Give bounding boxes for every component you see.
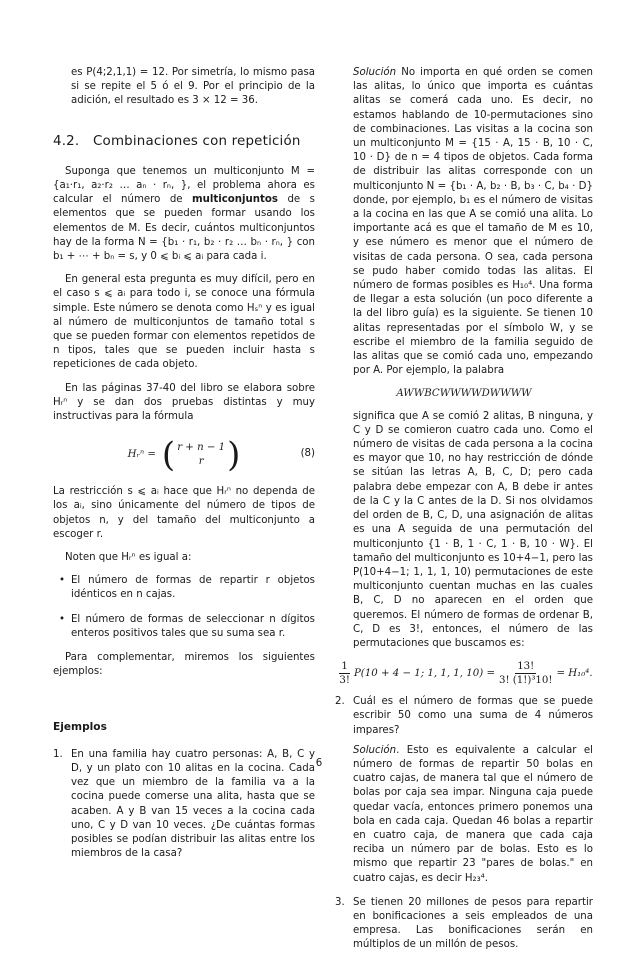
section-heading — [53, 135, 315, 149]
p1-bold: multiconjuntos — [192, 194, 278, 206]
paragraph-complement: Para complementar, miremos los siguientes ejemplos: — [53, 652, 315, 678]
right-paren: ) — [227, 435, 241, 476]
paragraph-general-case: En general esta pregunta es muy difícil, pero en el caso s ⩽ aᵢ para todo i, se conoce una fórmula simple. Este número se denota como Hₛⁿ y es igual al número de multiconjuntos de tamaño total s que se pueden formar con elementos repetidos de n tipos, tales que se pueden incluir hasta s repeticiones de cada objeto. — [53, 274, 315, 371]
example-3-text: Se tienen 20 millones de pesos para repartir en bonificaciones a seis empleados de una empresa. Las bonificaciones serán en múltiplos de un millón de pesos. — [353, 896, 593, 951]
fraction-13fact — [497, 660, 554, 687]
permutation-equation — [335, 660, 593, 687]
solution-2-text: . Esto es equivalente a calcular el número de formas de repartir 50 bolas en cuatro cajas, de manera tal que el número de bolas por caja sea impar. Ninguna caja puede quedar vacía, entonces primero ponemos una bola en cada caja. Quedan 46 bolas a repartir en cuatro caja, de manera que cada caja reciba un número par de bolas. Esto es lo mismo que repartir 23 "pares de bolas." en cuatro cajas, es decir H₂₃⁴. — [353, 744, 593, 884]
paragraph-note: Noten que Hᵣⁿ es igual a: — [65, 552, 192, 564]
examples-heading: Ejemplos — [53, 720, 107, 733]
bullet-item: • El número de formas de seleccionar n dígitos enteros positivos tales que su suma sea r. — [53, 613, 315, 641]
fraction-1-top: 1 — [341, 661, 348, 673]
paragraph-multiset — [53, 165, 315, 264]
fraction-1-bottom: 3! — [339, 675, 350, 687]
binomial-stack — [177, 441, 225, 469]
section-number: 4.2. — [53, 133, 80, 149]
left-column — [53, 66, 315, 871]
example-number: 1. — [53, 748, 63, 760]
example-1-text: En una familia hay cuatro personas: A, B, C y D, y un plato con 10 alitas en la cocina. Cada vez que un miembro de la familia va a la cocina puede comerse una alita, hasta que se acaben. A y B van 15 veces a la cocina cada uno, C y D van 10 veces. ¿De cuántas formas posibles se podían distribuir las alitas entre los miembros de la casa? — [71, 748, 315, 860]
fraction-2-top: 13! — [517, 661, 535, 673]
bullet-list — [53, 574, 315, 641]
fraction-one-over-3fact — [337, 660, 352, 687]
example-3 — [335, 896, 593, 953]
example-2-text: Cuál es el número de formas que se puede escribir 50 como una suma de 4 números impares? — [353, 696, 593, 736]
example-word: AWWBCWWWWDWWWW — [396, 388, 532, 400]
right-column — [335, 66, 593, 963]
solution-1 — [335, 66, 593, 378]
binomial — [161, 435, 241, 476]
solution-label: Solución — [353, 744, 397, 756]
p1-text-a: Suponga que tenemos un multiconjunto M = {a₁·r₁, a₂·r₂ … aₙ · rₙ, }, el problema ahora es calcular el número de — [53, 165, 315, 206]
fraction-2-bottom: 3! (1!)³10! — [498, 675, 553, 687]
example-number: 3. — [335, 896, 345, 908]
solution-1-continued: significa que A se comió 2 alitas, B ninguna, y C y D se comieron cuatro cada uno. Como el número de visitas de cada persona a la cocina es mayor que 10, no hay restricción de dónde se sitúan las letras A, B, C, D; pero cada palabra debe empezar con A, B debe ir antes de la C y la C antes de la D. Si nos olvidamos del orden de B, C, D, una asignación de alitas es una A seguida de una permutación del multiconjunto {1 · B, 1 · C, 1 · B, 10 · W}. El tamaño del multiconjunto es 10+4−1, pero las P(10+4−1; 1, 1, 1, 10) permutaciones de este multiconjunto cuentan muchas en las cuales B, C, D no aparecen en el orden que queremos. El número de formas de ordenar B, C, D es 3!, entonces, el número de las permutaciones que buscamos es: — [353, 410, 593, 649]
left-paren: ( — [161, 435, 176, 476]
example-2 — [335, 695, 593, 886]
page-number: 6 — [315, 758, 323, 769]
paragraph-book-pages: En las páginas 37-40 del libro se elabora sobre Hᵣⁿ y se dan dos pruebas distintas y muy instructivas para la fórmula — [53, 382, 315, 423]
bullet-item: • El número de formas de repartir r objetos idénticos en n cajas. — [53, 574, 315, 602]
intro-continuation: es P(4;2,1,1) = 12. Por simetría, lo mismo pasa si se repite el 5 ó el 9. Por el principio de la adición, el resultado es 3 × 12 = 36. — [71, 67, 315, 107]
equation-tag: (8) — [300, 448, 315, 460]
p1-text-b: de s elementos que se pueden formar usando los elementos de M. Es decir, cuántos multiconjuntos hay de la forma N = {b₁ · r₁, b₂ · r₂ … bₙ · rₙ, } con b₁ + ⋯ + bₙ = s, y 0 ⩽ bᵢ ⩽ aᵢ para cada i. — [53, 194, 315, 263]
section-title: Combinaciones con repetición — [93, 133, 301, 149]
binomial-top: r + n − 1 — [177, 442, 226, 454]
binomial-bottom: r — [198, 456, 204, 468]
eq-lhs: Hᵣⁿ = — [127, 449, 156, 461]
feq-rhs: = H₁₀⁴. — [556, 667, 593, 679]
solution-1-text-a: No importa en qué orden se comen las alitas, lo único que importa es cuántas alitas se comerá cada uno. Es decir, no estamos hablando de 10-permutaciones sino de combinaciones. Las visitas a la cocina son un multiconjunto M = {15 · A, 15 · B, 10 · C, 10 · D} de n = 4 tipos de objetos. Cada forma de distribuir las alitas corresponde con un multiconjunto N = {b₁ · A, b₂ · B, b₃ · C, b₄ · D} donde, por ejemplo, b₁ es el número de visitas a la cocina en las que A se comió una alita. Lo importante acá es que el tamaño de M es 10, y ese número es menor que el número de visitas de cada persona. O sea, cada persona se pudo haber comido todas las alitas. El número de formas posibles es H₁₀⁴. Una forma de llegar a esta solución (un poco diferente a la del libro guía) es la siguiente. Se tienen 10 alitas representadas por el símbolo W, y se escribe el miembro de la familia seguido de las alitas que se comió cada uno, empezando por A. Por ejemplo, la palabra — [353, 67, 593, 377]
solution-label: Solución — [353, 67, 397, 78]
equation-8 — [53, 433, 315, 477]
paragraph-restriction: La restricción s ⩽ aᵢ hace que Hᵣⁿ no dependa de los aᵢ, sino únicamente del número de tipos de objetos n, y del tamaño del multiconjunto a escoger r. — [53, 486, 315, 540]
example-number: 2. — [335, 696, 345, 708]
feq-middle: P(10 + 4 − 1; 1, 1, 1, 10) = — [353, 667, 495, 679]
examples-list-right — [335, 695, 593, 952]
